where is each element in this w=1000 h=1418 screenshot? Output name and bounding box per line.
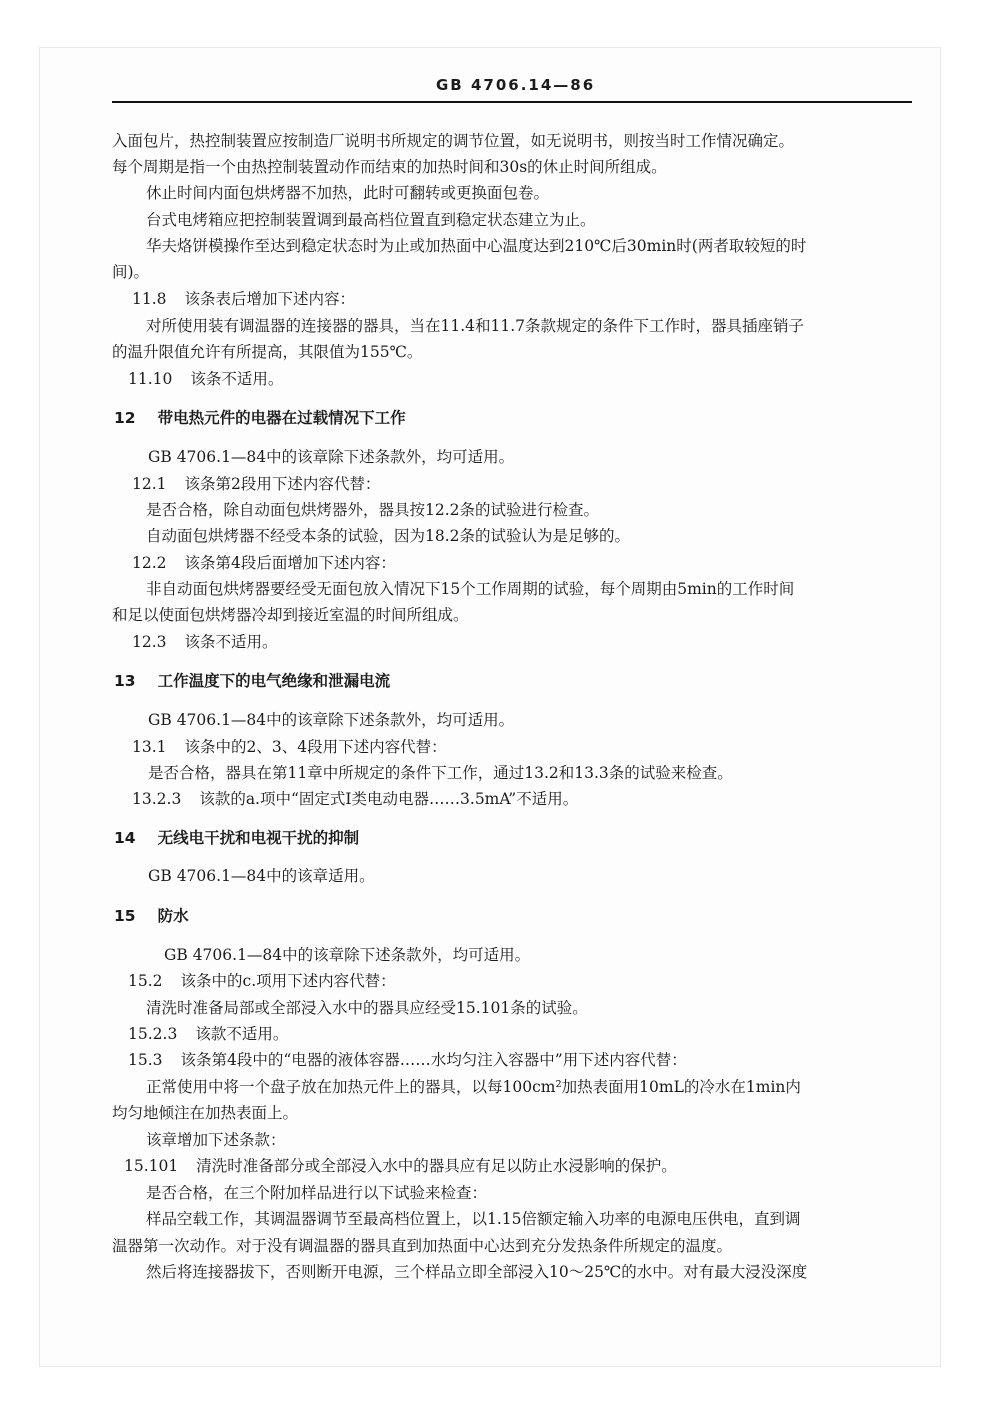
heading-number: 15	[114, 907, 136, 925]
standard-number: GB 4706.14—86	[436, 76, 596, 94]
clause-text: 该条不适用。	[184, 633, 278, 651]
body-line: 然后将连接器拔下，否则断开电源，三个样品立即全部浸入10～25℃的水中。对有最大浸没深度	[146, 1263, 808, 1281]
body-line: 是否合格，除自动面包烘烤器外，器具按12.2条的试验进行检查。	[146, 501, 600, 519]
heading-text: 工作温度下的电气绝缘和泄漏电流	[157, 672, 391, 690]
body-line: 华夫烙饼模操作至达到稳定状态时为止或加热面中心温度达到210℃后30min时(两者取较短的时	[146, 237, 807, 255]
body-line: 和足以使面包烘烤器冷却到接近室温的时间所组成。	[112, 606, 469, 624]
body-line: 休止时间内面包烘烤器不加热，此时可翻转或更换面包卷。	[146, 184, 550, 202]
clause-text: 该条表后增加下述内容：	[184, 290, 356, 308]
body-line: 是否合格，在三个附加样品进行以下试验来检查：	[146, 1184, 488, 1202]
body-line: GB 4706.1—84中的该章除下述条款外，均可适用。	[148, 448, 515, 466]
body-line: 入面包片，热控制装置应按制造厂说明书所规定的调节位置，如无说明书，则按当时工作情况确定。	[112, 132, 795, 150]
heading-text: 无线电干扰和电视干扰的抑制	[157, 829, 360, 847]
body-line: 是否合格，器具在第11章中所规定的条件下工作，通过13.2和13.3条的试验来检查。	[148, 764, 733, 782]
clause-number: 12.3	[132, 633, 167, 651]
body-line: 温器第一次动作。对于没有调温器的器具直到加热面中心达到充分发热条件所规定的温度。	[112, 1237, 733, 1255]
body-line: 样品空载工作，其调温器调节至最高档位置上，以1.15倍额定输入功率的电源电压供电，直到调	[146, 1210, 801, 1228]
section-heading-15	[114, 906, 189, 926]
clause-number: 15.2	[128, 972, 163, 990]
clause-12-3	[132, 632, 278, 652]
body-line: 间)。	[112, 263, 150, 281]
clause-12-1	[132, 474, 380, 494]
clause-text: 该条中的c.项用下述内容代替：	[180, 972, 396, 990]
body-line: GB 4706.1—84中的该章除下述条款外，均可适用。	[148, 711, 515, 729]
clause-number: 15.2.3	[128, 1025, 178, 1043]
clause-12-2	[132, 553, 396, 573]
body-line: 均匀地倾注在加热表面上。	[112, 1104, 299, 1122]
clause-number: 11.8	[132, 290, 167, 308]
clause-text: 该条中的2、3、4段用下述内容代替：	[184, 738, 447, 756]
clause-text: 该条第4段中的“电器的液体容器……水均匀注入容器中”用下述内容代替：	[180, 1051, 687, 1069]
heading-number: 13	[114, 672, 136, 690]
clause-15-101	[124, 1156, 677, 1176]
body-line: 每个周期是指一个由热控制装置动作而结束的加热时间和30s的休止时间所组成。	[112, 158, 667, 176]
clause-text: 该条第2段用下述内容代替：	[184, 475, 381, 493]
clause-number: 12.2	[132, 554, 167, 572]
clause-number: 11.10	[128, 370, 173, 388]
clause-text: 该款不适用。	[195, 1025, 289, 1043]
clause-text: 该条第4段后面增加下述内容：	[184, 554, 396, 572]
clause-13-1	[132, 737, 447, 757]
body-line: 对所使用装有调温器的连接器的器具，当在11.4和11.7条款规定的条件下工作时，器具插座销子	[146, 317, 805, 335]
body-line: 非自动面包烘烤器要经受无面包放入情况下15个工作周期的试验，每个周期由5min的工作时间	[146, 580, 795, 598]
heading-text: 防水	[157, 907, 189, 925]
section-heading-13	[114, 671, 390, 691]
section-heading-14	[114, 828, 359, 848]
section-heading-12	[114, 408, 406, 428]
clause-text: 该条不适用。	[190, 370, 284, 388]
clause-number: 15.3	[128, 1051, 163, 1069]
heading-text: 带电热元件的电器在过载情况下工作	[157, 409, 406, 427]
header-divider	[112, 101, 912, 103]
body-line: 台式电烤箱应把控制装置调到最高档位置直到稳定状态建立为止。	[146, 211, 596, 229]
heading-number: 12	[114, 409, 136, 427]
clause-15-2	[128, 971, 396, 991]
clause-text: 清洗时准备部分或全部浸入水中的器具应有足以防止水浸影响的保护。	[196, 1157, 677, 1175]
clause-15-3	[128, 1050, 687, 1070]
clause-13-2-3	[132, 789, 578, 809]
body-line: GB 4706.1—84中的该章适用。	[148, 867, 375, 885]
clause-11-10	[128, 369, 283, 389]
body-line: GB 4706.1—84中的该章除下述条款外，均可适用。	[164, 946, 531, 964]
clause-11-8	[132, 289, 355, 309]
body-line: 清洗时准备局部或全部浸入水中的器具应经受15.101条的试验。	[146, 999, 588, 1017]
body-line: 自动面包烘烤器不经受本条的试验，因为18.2条的试验认为是足够的。	[146, 527, 631, 545]
heading-number: 14	[114, 829, 136, 847]
clause-15-2-3	[128, 1024, 288, 1044]
body-line: 的温升限值允许有所提高，其限值为155℃。	[112, 343, 423, 361]
body-line: 该章增加下述条款：	[146, 1131, 286, 1149]
body-line: 正常使用中将一个盘子放在加热元件上的器具，以每100cm²加热表面用10mL的冷水在1min内	[146, 1078, 801, 1096]
clause-number: 13.1	[132, 738, 167, 756]
clause-text: 该款的a.项中“固定式Ⅰ类电动电器……3.5mA”不适用。	[199, 790, 579, 808]
clause-number: 13.2.3	[132, 790, 182, 808]
clause-number: 15.101	[124, 1157, 179, 1175]
clause-number: 12.1	[132, 475, 167, 493]
